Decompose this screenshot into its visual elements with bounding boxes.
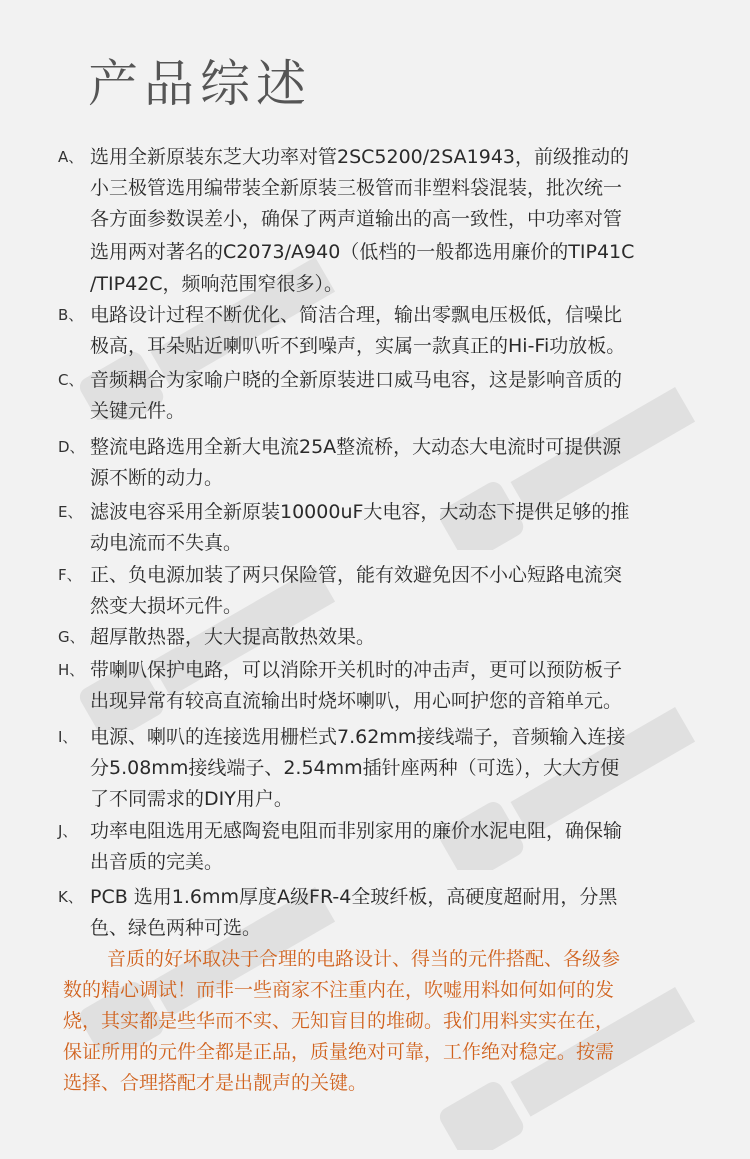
item-text: 关键元件。 [90,400,186,422]
feature-item-e [58,497,698,559]
item-text: /TIP42C，频响范围窄很多）。 [90,273,344,295]
item-text: 然变大损坏元件。 [90,595,243,617]
item-text: 电路设计过程不断优化、简洁合理，输出零飘电压极低，信噪比 [90,304,623,326]
item-marker: G、 [58,628,85,646]
feature-item-f [58,560,698,622]
page-title: 产品综述 [88,55,312,113]
feature-item-g [58,622,698,653]
closing-paragraph [63,944,703,1099]
item-marker: J、 [58,822,78,840]
item-marker: C、 [58,371,84,389]
closing-text: 保证所用的元件全都是正品，质量绝对可靠，工作绝对稳定。按需 [63,1041,615,1063]
item-marker: D、 [58,438,85,456]
item-marker: K、 [58,888,83,906]
item-text: 分5.08mm接线端子、2.54mm插针座两种（可选），大大方便 [90,757,620,779]
item-text: PCB 选用1.6mm厚度A级FR-4全玻纤板，高硬度超耐用，分黑 [90,886,618,908]
item-text: 滤波电容采用全新原装10000uF大电容，大动态下提供足够的推 [90,501,630,523]
item-text: 极高，耳朵贴近喇叭听不到噪声，实属一款真正的Hi-Fi功放板。 [90,335,626,357]
closing-text: 数的精心调试！而非一些商家不注重内在，吹嘘用料如何如何的发 [63,979,615,1001]
feature-item-h [58,655,698,717]
item-marker: E、 [58,503,83,521]
closing-text: 烧，其实都是些华而不实、无知盲目的堆砌。我们用料实实在在， [63,1010,615,1032]
item-text: 出现异常有较高直流输出时烧坏喇叭，用心呵护您的音箱单元。 [90,690,623,712]
feature-item-a [58,142,698,300]
closing-text: 选择、合理搭配才是出靓声的关键。 [63,1072,368,1094]
item-marker: I、 [58,728,78,746]
item-text: 出音质的完美。 [90,851,224,873]
item-marker: B、 [58,306,84,324]
feature-item-i [58,722,698,815]
item-text: 选用两对著名的C2073/A940（低档的一般都选用廉价的TIP41C [90,241,635,263]
feature-item-k [58,882,698,944]
item-text: 整流电路选用全新大电流25A整流桥，大动态大电流时可提供源 [90,436,622,458]
item-marker: A、 [58,148,84,166]
item-text: 电源、喇叭的连接选用栅栏式7.62mm接线端子，音频输入连接 [90,726,626,748]
closing-text: 音质的好坏取决于合理的电路设计、得当的元件搭配、各级参 [107,948,621,970]
item-text: 小三极管选用编带装全新原装三极管而非塑料袋混装，批次统一 [90,177,623,199]
item-text: 正、负电源加装了两只保险管，能有效避免因不小心短路电流突 [90,564,623,586]
feature-item-b [58,300,698,362]
item-text: 带喇叭保护电路，可以消除开关机时的冲击声，更可以预防板子 [90,659,623,681]
item-marker: H、 [58,661,85,679]
item-text: 色、绿色两种可选。 [90,917,262,939]
item-text: 源不断的动力。 [90,467,224,489]
feature-item-j [58,816,698,878]
item-text: 动电流而不失真。 [90,532,243,554]
feature-item-c [58,365,698,427]
item-text: 了不同需求的DIY用户。 [90,788,293,810]
item-text: 各方面参数误差小，确保了两声道输出的高一致性，中功率对管 [90,208,623,230]
item-text: 超厚散热器，大大提高散热效果。 [90,626,376,648]
item-marker: F、 [58,566,82,584]
item-text: 选用全新原装东芝大功率对管2SC5200/2SA1943，前级推动的 [90,146,630,168]
item-text: 功率电阻选用无感陶瓷电阻而非别家用的廉价水泥电阻，确保输 [90,820,623,842]
item-text: 音频耦合为家喻户晓的全新原装进口威马电容，这是影响音质的 [90,369,623,391]
feature-item-d [58,432,698,494]
